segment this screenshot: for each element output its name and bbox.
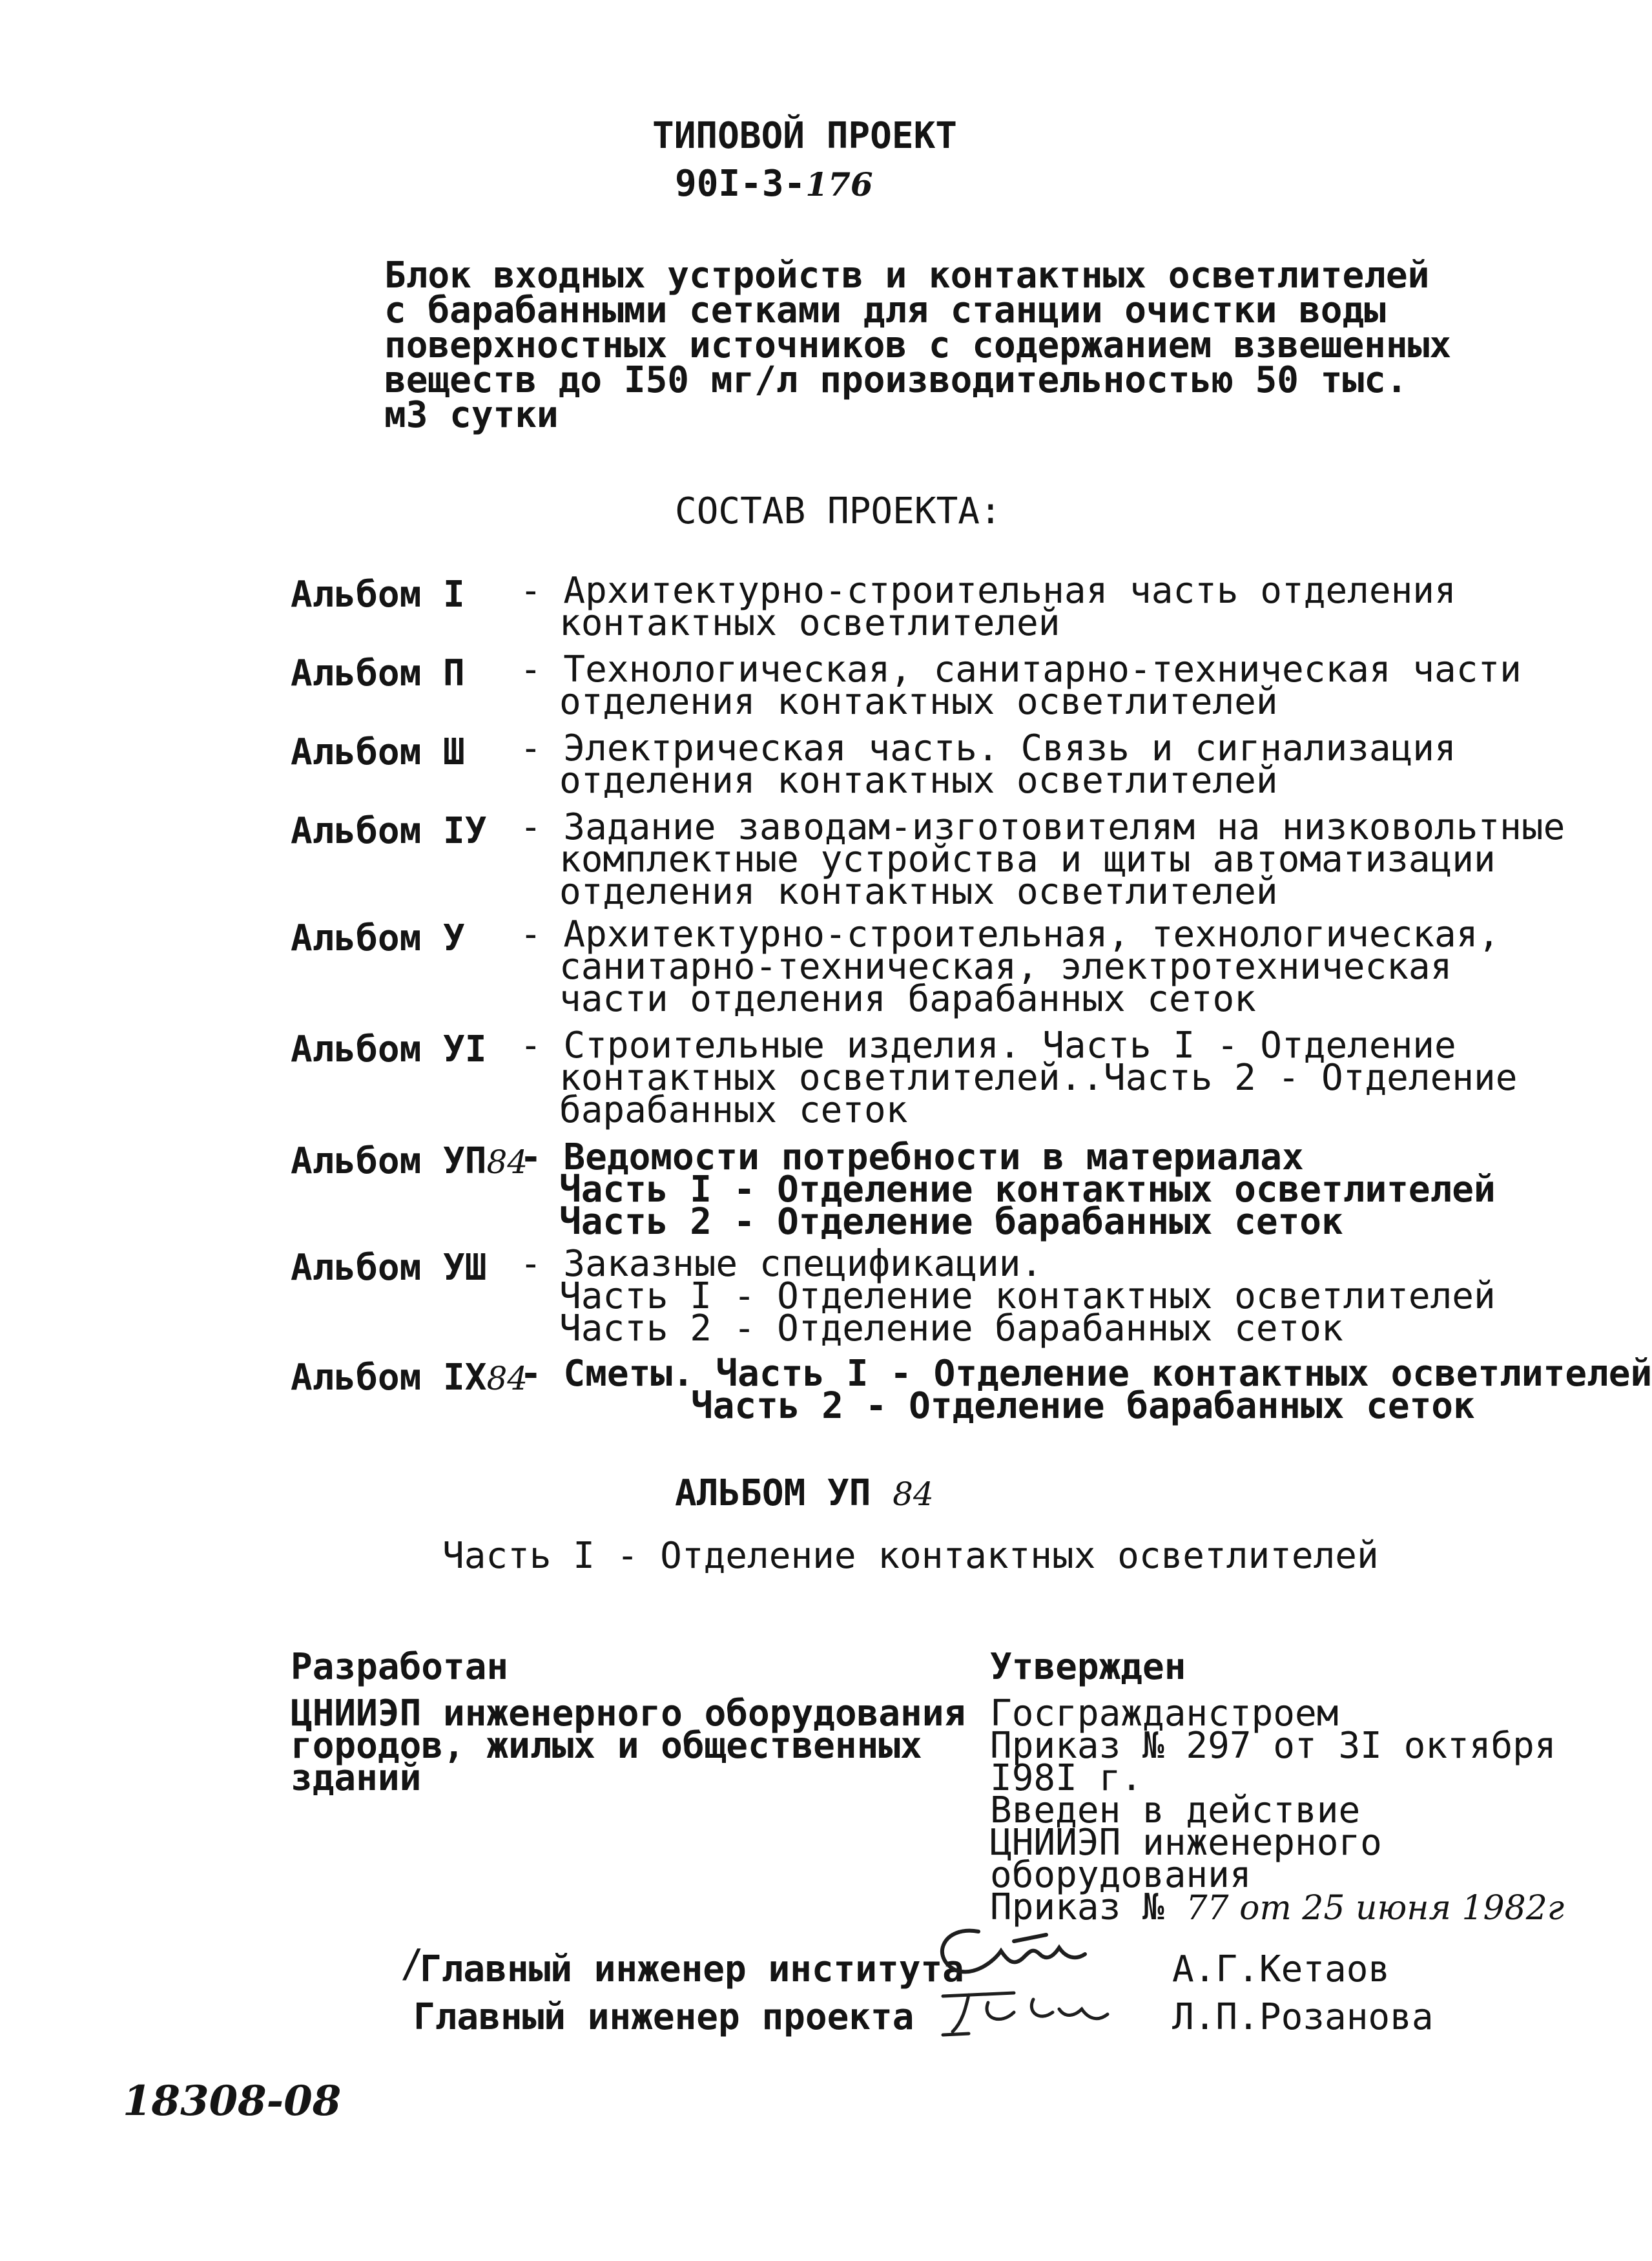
signature-rozanova xyxy=(930,1983,1162,2041)
album-label: Альбом IУ xyxy=(291,810,487,852)
album-label-text: Альбом IX xyxy=(291,1357,487,1399)
album-label: Альбом I xyxy=(291,574,465,616)
album-label-note: 84 xyxy=(486,1360,528,1397)
album-line: отделения контактных осветлителей xyxy=(559,681,1278,723)
album-label: Альбом УI xyxy=(291,1028,487,1070)
description-line: поверхностных источников с содержанием взвешенных xyxy=(384,324,1452,366)
album-line: - Архитектурно-строительная часть отделения xyxy=(520,570,1456,612)
album-description xyxy=(520,1243,1496,1349)
album-label: Альбом Ш xyxy=(291,731,465,773)
album-line: Часть 2 - Отделение барабанных сеток xyxy=(559,1308,1343,1349)
current-album-note: 84 xyxy=(893,1475,934,1513)
approved-order-line xyxy=(990,1886,1565,1928)
approved-heading: Утвержден xyxy=(990,1646,1186,1688)
album-description xyxy=(520,1136,1496,1243)
archive-number: 18308-08 xyxy=(123,2077,342,2125)
album-label: Альбом У xyxy=(291,917,465,959)
approved-line: Приказ № 297 от 3I октября xyxy=(990,1725,1556,1767)
signature-name: А.Г.Кетаов xyxy=(1172,1948,1390,1990)
description-line: веществ до I50 мг/л производительностью 50 тыс. xyxy=(384,359,1408,401)
album-line: - Технологическая, санитарно-техническая части xyxy=(520,649,1522,691)
album-line: санитарно-техническая, электротехническая xyxy=(559,946,1452,988)
album-description xyxy=(520,806,1565,913)
album-line: - Архитектурно-строительная, технологическая, xyxy=(520,913,1500,955)
approved-order-handwritten: 77 от 25 июня 1982г xyxy=(1186,1889,1565,1928)
album-label xyxy=(291,1140,528,1182)
developed-line: городов, жилых и общественных xyxy=(291,1725,922,1767)
album-line: Часть I - Отделение контактных осветлителей xyxy=(559,1275,1496,1317)
album-line: - Ведомости потребности в материалах xyxy=(520,1136,1304,1178)
album-line: - Строительные изделия. Часть I - Отделение xyxy=(520,1025,1456,1067)
approved-by xyxy=(990,1693,1565,1928)
album-label-note: 84 xyxy=(486,1143,528,1181)
album-line: отделения контактных осветлителей xyxy=(559,760,1278,802)
current-album-part: Часть I - Отделение контактных осветлителей xyxy=(442,1535,1379,1577)
description-line: м3 сутки xyxy=(384,394,559,436)
signature-ketaov xyxy=(917,1922,1162,1993)
album-line: - Электрическая часть. Связь и сигнализация xyxy=(520,727,1456,769)
album-line: Часть 2 - Отделение барабанных сеток xyxy=(691,1385,1475,1427)
album-line: - Задание заводам-изготовителям на низковольтные xyxy=(520,806,1565,848)
album-description xyxy=(520,1353,1652,1427)
approved-line: I98I г. xyxy=(990,1757,1143,1799)
album-line: барабанных сеток xyxy=(559,1089,908,1131)
album-description xyxy=(520,649,1522,723)
project-number-printed: 90I-3- xyxy=(675,163,806,205)
tick-mark: / xyxy=(400,1941,424,1986)
album-line: отделения контактных осветлителей xyxy=(559,871,1278,913)
project-description xyxy=(384,255,1452,436)
developed-by xyxy=(291,1693,966,1799)
album-line: - Заказные спецификации. xyxy=(520,1243,1043,1285)
project-number-handwritten: 176 xyxy=(805,165,873,203)
album-line: Часть I - Отделение контактных осветлителей xyxy=(559,1169,1496,1211)
developed-line: ЦНИИЭП инженерного оборудования xyxy=(291,1693,966,1735)
signature-role: Главный инженер института xyxy=(420,1948,964,1990)
approved-line: ЦНИИЭП инженерного xyxy=(990,1822,1382,1864)
album-description xyxy=(520,727,1456,802)
album-label: Альбом П xyxy=(291,652,465,694)
album-line: контактных осветлителей..Часть 2 - Отделение xyxy=(559,1057,1518,1099)
description-line: с барабанными сетками для станции очистки воды xyxy=(384,289,1386,331)
album-line: комплектные устройства и щиты автоматизации xyxy=(559,839,1496,880)
signature-name: Л.П.Розанова xyxy=(1172,1996,1434,2038)
album-line: - Сметы. Часть I - Отделение контактных осветлителей xyxy=(520,1353,1652,1395)
approved-order-prefix: Приказ № xyxy=(990,1886,1164,1928)
developed-line: зданий xyxy=(291,1757,422,1799)
project-number xyxy=(675,165,873,203)
album-line: контактных осветлителей xyxy=(559,602,1060,644)
approved-line: оборудования xyxy=(990,1854,1252,1896)
approved-line: Введен в действие xyxy=(990,1789,1361,1831)
album-description xyxy=(520,913,1500,1020)
approved-line: Госгражданстроем xyxy=(990,1693,1339,1735)
contents-heading: СОСТАВ ПРОЕКТА: xyxy=(675,490,1002,532)
album-line: Часть 2 - Отделение барабанных сеток xyxy=(559,1201,1343,1243)
developed-heading: Разработан xyxy=(291,1646,509,1688)
album-description xyxy=(520,570,1456,644)
current-album-title-text: АЛЬБОМ УП xyxy=(675,1472,871,1514)
doc-title: ТИПОВОЙ ПРОЕКТ xyxy=(652,115,958,157)
album-label-text: Альбом УП xyxy=(291,1140,487,1182)
album-label: Альбом УШ xyxy=(291,1247,487,1289)
album-label xyxy=(291,1357,528,1399)
album-description xyxy=(520,1025,1518,1131)
album-line: части отделения барабанных сеток xyxy=(559,978,1256,1020)
description-line: Блок входных устройств и контактных осветлителей xyxy=(384,255,1430,297)
current-album-title xyxy=(675,1472,934,1514)
signature-role: Главный инженер проекта xyxy=(413,1996,914,2038)
